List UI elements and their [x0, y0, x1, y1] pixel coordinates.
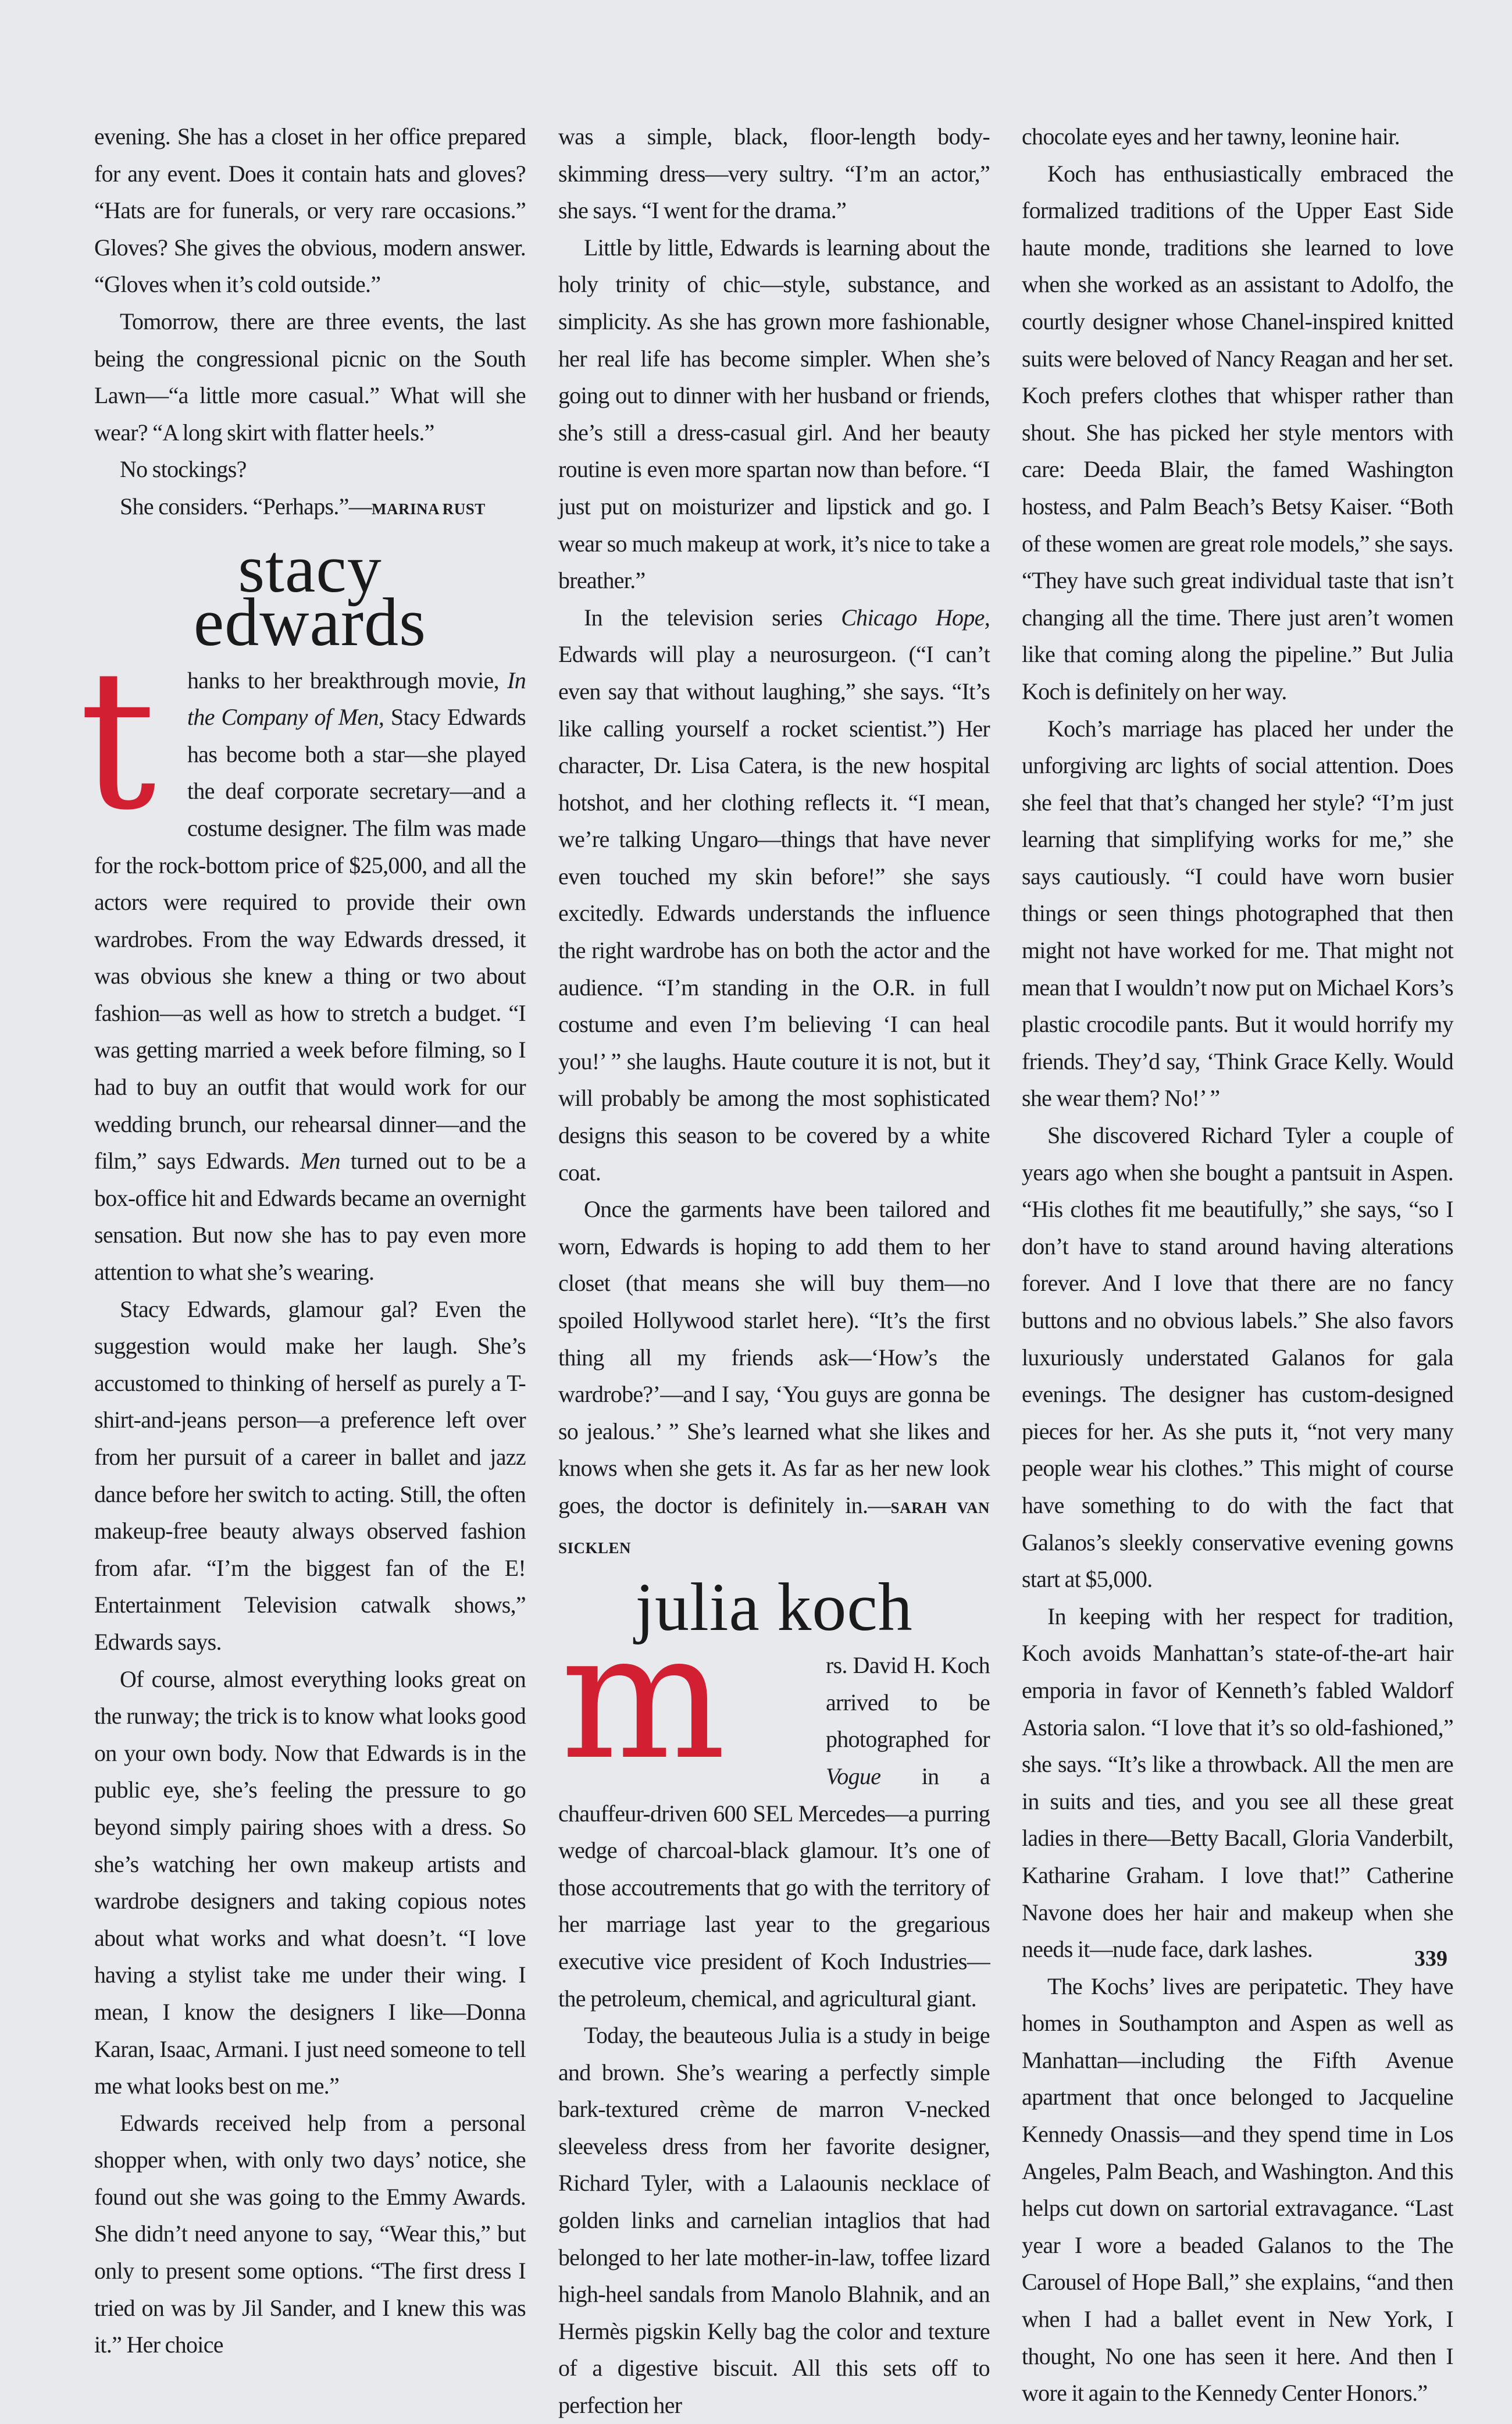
heading-line: stacy	[238, 530, 382, 607]
column-2	[558, 118, 990, 2424]
text: No stockings?	[120, 456, 247, 483]
heading-line: julia koch	[635, 1569, 913, 1646]
paragraph	[1022, 710, 1453, 1117]
italic-title: Men	[300, 1148, 340, 1174]
text: Edwards will play a neurosurgeon. (“I can’t even say that without laughing,” she says. “It’s like calling yourself a rocket scientist.”) Her character, Dr. Lisa Catera, is the new hospital hotshot, and her clothing reflects it. “I mean, we’re talking Ungaro—things that have never even touched my skin before!” she says excitedly. Edwards understands the influence the right wardrobe has on both the actor and the audience. “I’m standing in the O.R. in full costume and even I’m believing ‘I can heal you!’ ” she laughs. Haute couture it is not, but it will probably be among the most sophisticated designs this season to be covered by a white coat.	[558, 641, 990, 1186]
paragraph	[94, 118, 526, 303]
italic-title: In the Company of Men,	[187, 667, 526, 731]
paragraph	[558, 118, 990, 229]
paragraph	[79, 628, 526, 1291]
italic-title: Vogue	[826, 1763, 881, 1789]
paragraph	[558, 599, 990, 1191]
paragraph	[1022, 155, 1453, 710]
text: Stacy Edwards, glamour gal? Even the suggestion would make her laugh. She’s accustomed to thinking of herself as purely a T-shirt-and-jeans person—a preference left over from her pursuit of a career in ballet and jazz dance before her switch to acting. Still, the often makeup-free beauty always observed fashion from afar. “I’m the biggest fan of the E! Entertainment Television catwalk shows,” Edwards says.	[94, 1295, 526, 1655]
column-1	[79, 118, 526, 2364]
text: The Kochs’ lives are peripatetic. They have homes in Southampton and Aspen as well as Manhattan—including the Fifth Avenue apartment that once belonged to Jacqueline Kennedy Onassis—and they spend time in Los Angeles, Palm Beach, and Washington. And this helps cut down on sartorial extravagance. “Last year I wore a beaded Galanos to the The Carousel of Hope Ball,” she explains, “and then when I had a ballet event in New York, I thought, No one has seen it here. And then I wore it again to the Kennedy Center Honors.”	[1022, 1973, 1453, 2407]
heading-line: edwards	[193, 583, 427, 660]
text: chocolate eyes and her tawny, leonine hair.	[1022, 123, 1400, 150]
paragraph	[94, 488, 526, 528]
text: Koch’s marriage has placed her under the unforgiving arc lights of social attention. Does she feel that that’s changed her style? “I’m just learning that simplifying works for me,” she says cautiously. “I could have worn busier things or seen things photographed that then might not have worked for me. That might not mean that I wouldn’t now put on Michael Kors’s plastic crocodile pants. But it would horrify my friends. They’d say, ‘Think Grace Kelly. Would she wear them? No!’ ”	[1022, 715, 1453, 1112]
text: She discovered Richard Tyler a couple of years ago when she bought a pantsuit in Aspen. “His clothes fit me beautifully,” she says, “so I don’t have to stand around having alterations forever. And I love that there are no fancy buttons and no obvious labels.” She also favors luxuriously understated Galanos for gala evenings. The designer has custom-designed pieces for her. As she puts it, “not very many people wear his clothes.” This might of course have something to do with the fact that Galanos’s sleekly conservative evening gowns start at $5,000.	[1022, 1122, 1453, 1593]
text: She considers. “Perhaps.”—	[120, 493, 372, 519]
paragraph	[558, 229, 990, 599]
text: rs. David H. Koch arrived to be photographed for	[826, 1652, 990, 1753]
byline: MARINA RUST	[372, 500, 486, 518]
paragraph	[1022, 1968, 1453, 2412]
paragraph	[558, 2017, 990, 2424]
text: Koch has enthusiastically embraced the formalized traditions of the Upper East Side haute monde, traditions she learned to love when she worked as an assistant to Adolfo, the courtly designer whose Chanel-inspired knitted suits were beloved of Nancy Reagan and her set. Koch prefers clothes that whisper rather than shout. She has picked her style mentors with care: Deeda Blair, the famed Washington hostess, and Palm Beach’s Betsy Kaiser. “Both of these women are great role models,” she says. “They have such great individual taste that isn’t changing all the time. There just aren’t women like that coming along the pipeline.” But Julia Koch is definitely on her way.	[1022, 160, 1453, 704]
text: Once the garments have been tailored and worn, Edwards is hoping to add them to her closet (that means she will buy them—no spoiled Hollywood starlet here). “It’s the first thing all my friends ask—‘How’s the wardrobe?’—and I say, ‘You guys are gonna be so jealous.’ ” She’s learned what she likes and knows when she gets it. As far as her new look goes, the doctor is definitely in.—	[558, 1196, 990, 1518]
paragraph	[1022, 1598, 1453, 1968]
text: Little by little, Edwards is learning about the holy trinity of chic—style, substance, and simplicity. As she has grown more fashionable, her real life has become simpler. When she’s going out to dinner with her husband or friends, she’s still a dress-casual girl. And her beauty routine is even more spartan now than before. “I just put on moisturizer and lipstick and go. I wear so much makeup at work, it’s nice to take a breather.”	[558, 234, 990, 594]
text: in a chauffeur-driven 600 SEL Mercedes—a purring wedge of charcoal-black glamour. It’s one of those accoutrements that go with the territory of her marriage last year to the gregarious executive vice president of Koch Industries—the petroleum, chemical, and agricultural giant.	[558, 1763, 990, 2012]
section-heading	[94, 530, 526, 660]
paragraph	[94, 451, 526, 488]
italic-title: Chicago Hope,	[841, 604, 990, 631]
paragraph	[1022, 1117, 1453, 1598]
text: Edwards received help from a personal shopper when, with only two days’ notice, she found out she was going to the Emmy Awards. She didn’t need anyone to say, “Wear this,” but only to present some options. “The first dress I tried on was by Jil Sander, and I knew this was it.” Her choice	[94, 2109, 526, 2358]
text: In the television series	[584, 604, 841, 631]
paragraph	[558, 1191, 990, 1567]
page-number: 339	[1414, 1946, 1447, 1971]
drop-cap: t	[79, 628, 156, 852]
text: hanks to her breakthrough movie,	[187, 667, 508, 693]
paragraph	[1022, 118, 1453, 155]
text: Of course, almost everything looks great on the runway; the trick is to know what looks good on your own body. Now that Edwards is in the public eye, she’s feeling the pressure to go beyond simply pairing shoes with a dress. So she’s watching her own makeup artists and wardrobe designers and taking copious notes about what works and what doesn’t. “I love having a stylist take me under their wing. I mean, I know the designers I like—Donna Karan, Isaac, Armani. I just need someone to tell me what looks best on me.”	[94, 1665, 526, 2099]
byline: SARAH VAN SICKLEN	[558, 1498, 990, 1557]
paragraph	[94, 1291, 526, 1661]
paragraph	[94, 303, 526, 451]
text: was a simple, black, floor-length body-skimming dress—very sultry. “I’m an actor,” she says. “I went for the drama.”	[558, 123, 990, 224]
drop-cap: m	[561, 1595, 718, 1799]
text: Today, the beauteous Julia is a study in beige and brown. She’s wearing a perfectly simple bark-textured crème de marron V-necked sleeveless dress from her favorite designer, Richard Tyler, with a Lalaounis necklace of golden links and carnelian intaglios that had belonged to her late mother-in-law, toffee lizard high-heel sandals from Manolo Blahnik, and an Hermès pigskin Kelly bag the color and texture of a digestive biscuit. All this sets off to perfection her	[558, 2022, 990, 2419]
paragraph	[94, 2105, 526, 2364]
text: Stacy Edwards has become both a star—she played the deaf corporate secretary—and a costume designer. The film was made for the rock-bottom price of $25,000, and all the actors were required to provide their own wardrobes. From the way Edwards dressed, it was obvious she knew a thing or two about fashion—as well as how to stretch a budget. “I was getting married a week before filming, so I had to buy an outfit that would work for our wedding brunch, our rehearsal dinner—and the film,” says Edwards.	[94, 704, 526, 1174]
text: Tomorrow, there are three events, the last being the congressional picnic on the South Lawn—“a little more casual.” What will she wear? “A long skirt with flatter heels.”	[94, 308, 526, 446]
text: turned out to be a box-office hit and Edwards became an overnight sensation. But now she has to pay even more attention to what she’s wearing.	[94, 1148, 526, 1286]
column-3	[1022, 118, 1453, 2412]
text: In keeping with her respect for tradition, Koch avoids Manhattan’s state-of-the-art hair emporia in favor of Kenneth’s fabled Waldorf Astoria salon. “I love that it’s so old-fashioned,” she says. “It’s like a throwback. All the men are in suits and ties, and you see all these great ladies in there—Betty Bacall, Gloria Vanderbilt, Katharine Graham. I love that!” Catherine Navone does her hair and makeup when she needs it—nude face, dark lashes.	[1022, 1603, 1453, 1963]
paragraph	[94, 1661, 526, 2105]
text: evening. She has a closet in her office prepared for any event. Does it contain hats and gloves? “Hats are for funerals, or very rare occasions.” Gloves? She gives the obvious, modern answer. “Gloves when it’s cold outside.”	[94, 123, 526, 298]
